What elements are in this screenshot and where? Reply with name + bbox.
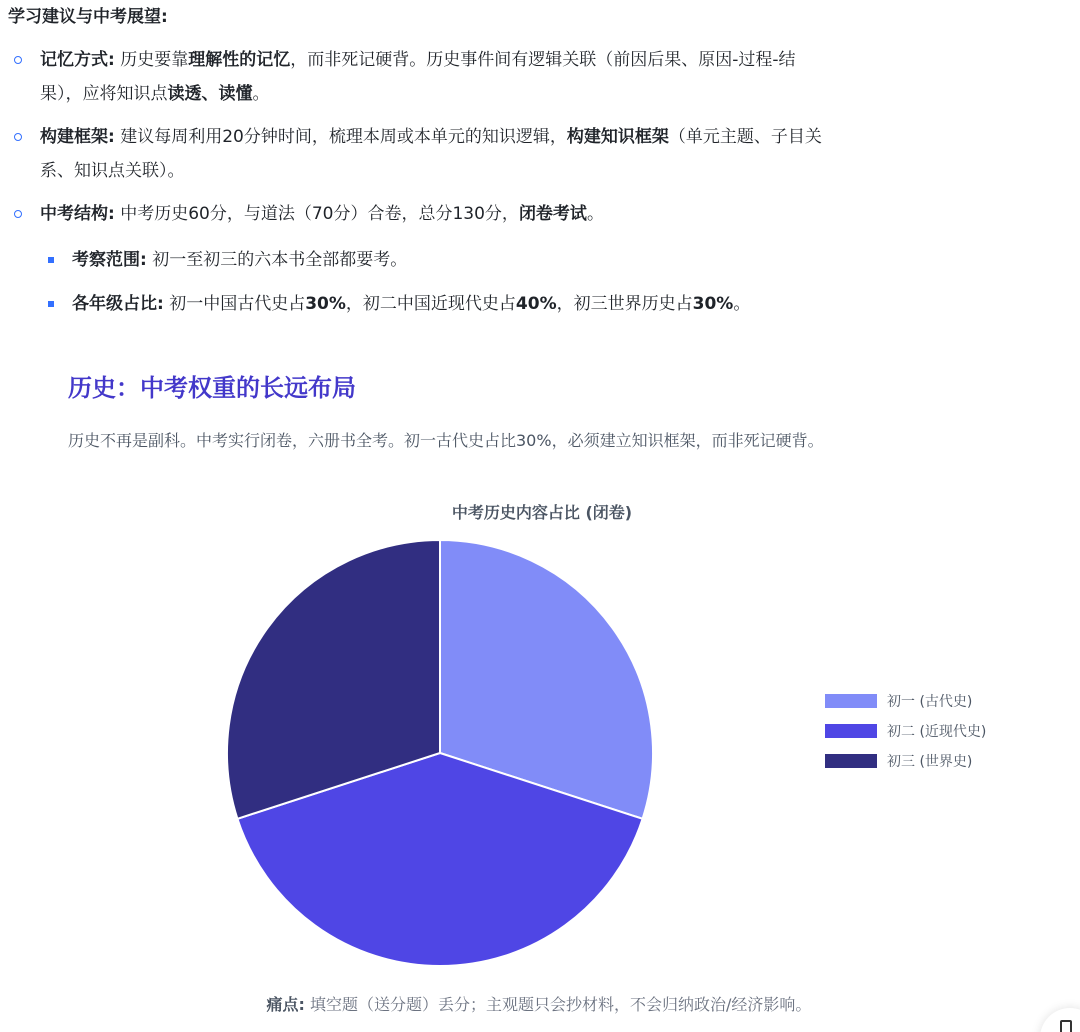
legend-label: 初三 (世界史) [887, 754, 973, 770]
item-text: 系、知识点关联）。 [40, 161, 185, 181]
copy-icon [1060, 1020, 1072, 1032]
legend-label: 初二 (近现代史) [887, 724, 987, 740]
section-heading: 学习建议与中考展望: [8, 7, 168, 27]
card-description: 历史不再是副科。中考实行闭卷，六册书全考。初一古代史占比30%，必须建立知识框架，而非死记硬背。 [68, 431, 824, 450]
item-text: 。 [586, 204, 604, 224]
chart-title: 中考历史内容占比 (闭卷) [451, 503, 633, 522]
item-text: 中考历史60分，与道法（70分）合卷，总分130分， [114, 204, 519, 224]
item-text: ，初三世界历史占 [556, 294, 693, 314]
item-text: （单元主题、子目关 [668, 127, 822, 147]
footnote-label: 痛点: [266, 995, 305, 1014]
item-emphasis: 理解性的记忆 [188, 50, 291, 70]
item-text: 历史要靠 [114, 50, 189, 70]
item-text: 果），应将知识点 [40, 84, 168, 104]
item-emphasis: 读透、读懂 [167, 84, 253, 104]
item-label: 考察范围: [72, 250, 147, 270]
item-emphasis: 闭卷考试 [518, 204, 587, 224]
legend-swatch [825, 754, 877, 768]
pain-point-note [0, 992, 1080, 1015]
legend-swatch [825, 724, 877, 738]
item-emphasis: 40% [515, 294, 557, 314]
item-text: 初一中国古代史占 [163, 294, 306, 314]
legend-item[interactable] [825, 746, 986, 776]
item-label: 中考结构: [40, 204, 115, 224]
item-label: 构建框架: [40, 127, 115, 147]
item-text: 建议每周利用20分钟时间，梳理本周或本单元的知识逻辑， [114, 127, 567, 147]
item-emphasis: 30% [692, 294, 734, 314]
legend-swatch [825, 694, 877, 708]
pie-slices [227, 540, 653, 966]
legend-item[interactable] [825, 716, 986, 746]
footnote-text: 填空题（送分题）丢分；主观题只会抄材料，不会归纳政治/经济影响。 [304, 995, 812, 1014]
item-text: 。 [733, 294, 751, 314]
item-text: 初一至初三的六本书全部都要考。 [146, 250, 408, 270]
card-title: 历史：中考权重的长远布局 [68, 374, 356, 402]
item-label: 记忆方式: [40, 50, 115, 70]
item-emphasis: 构建知识框架 [566, 127, 669, 147]
item-text: ，而非死记硬背。历史事件间有逻辑关联（前因后果、原因-过程-结 [290, 50, 796, 70]
item-text: 。 [252, 84, 270, 104]
legend-label: 初一 (古代史) [887, 694, 973, 710]
chart-legend [825, 686, 986, 776]
item-text: ，初二中国近现代史占 [345, 294, 516, 314]
item-emphasis: 30% [305, 294, 346, 314]
item-label: 各年级占比: [72, 294, 164, 314]
legend-item[interactable] [825, 686, 986, 716]
